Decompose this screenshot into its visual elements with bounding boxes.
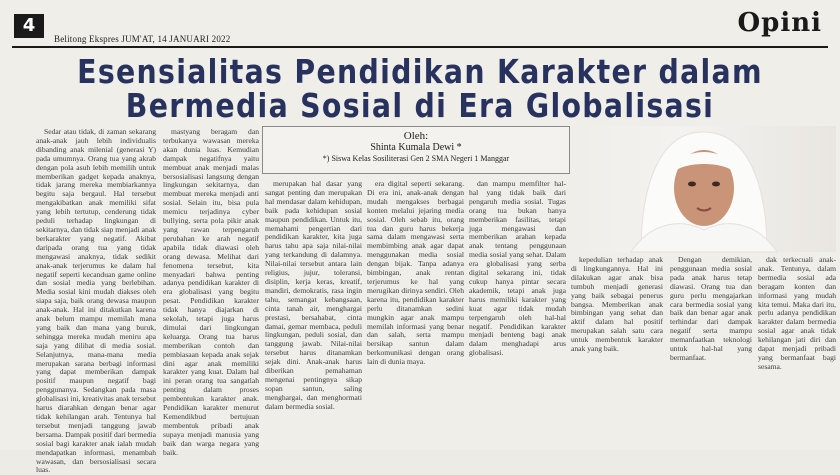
- byline-role: *) Siswa Kelas Sosiliterasi Gen 2 SMA Negeri 1 Manggar: [322, 154, 510, 163]
- author-portrait-icon: [571, 126, 836, 252]
- article-column-4: era digital seperti sekarang. Di era ini, anak-anak dengan mudah mengakses berbagai konten melalui jejaring media sosial. Oleh sebab itu, orang tua dan guru harus bekerja sama dalam mengawasi serta membimbing anak agar dapat menggunakan media sosial dengan bijak. Tanpa adanya bimbingan, anak rentan terjerumus ke hal yang merugikan dirinya sendiri. Oleh karena itu, pendidikan karakter perlu ditanamkan sedini mungkin agar anak mampu memilah informasi yang benar dan salah, serta mampu bersikap santun dalam berkomunikasi dengan orang lain di dunia maya.: [367, 179, 465, 367]
- byline-author: Shinta Kumala Dewi *: [370, 142, 462, 153]
- article-column-5: dan mampu memfilter hal-hal yang tidak baik dari pengaruh media sosial. Tugas orang tua bukan hanya memberikan fasilitas, tetapi juga mengawasi dan memberikan arahan kepada anak tentang penggunaan media sosial yang sehat. Dalam era globalisasi yang serba digital sekarang ini, tidak cukup hanya pintar secara akademik, tetapi anak juga harus memiliki karakter yang kuat agar tidak mudah terpengaruh oleh hal-hal negatif. Pendidikan karakter menjadi benteng bagi anak dalam menghadapi arus globalisasi.: [469, 179, 566, 358]
- article-column-6: kepedulian terhadap anak di lingkungannya. Hal ini dilakukan agar anak bisa tumbuh menjadi generasi yang baik sebagai penerus bangsa. Memberikan anak bimbingan yang sehat dan aktif dalam hal positif merupakan salah satu cara untuk membentuk karakter anak yang baik.: [571, 255, 663, 354]
- folio-line: Belitong Ekspres JUM'AT, 14 JANUARI 2022: [54, 34, 231, 44]
- article-column-3: merupakan hal dasar yang sangat penting dan merupakan hal mendasar dalam kehidupan, baik pada kehidupan sosial maupun pendidikan. Untuk itu, memahami pengertian dari pendidikan karakter, kita juga harus tahu apa saja nilai-nilai yang terkandung di dalamnya. Nilai-nilai tersebut antara lain religius, jujur, toleransi, disiplin, kerja keras, kreatif, mandiri, demokratis, rasa ingin tahu, semangat kebangsaan, cinta tanah air, menghargai prestasi, bersahabat, cinta damai, gemar membaca, peduli lingkungan, peduli sosial, dan tanggung jawab. Nilai-nilai tersebut harus ditanamkan sejak dini. Anak-anak harus diberikan pemahaman mengenai pentingnya sikap sopan santun, saling menghargai, dan menghormati dalam bermedia sosial.: [265, 179, 362, 411]
- section-rubric: Opini: [737, 8, 822, 38]
- headline-line-1: Esensialitas Pendidikan Karakter dalam: [77, 52, 763, 91]
- headline-line-2: Bermedia Sosial di Era Globalisasi: [125, 86, 715, 125]
- article-column-7: Dengan demikian, penggunaan media sosial pada anak harus tetap diawasi. Orang tua dan guru perlu mengajarkan cara bermedia sosial yang baik dan benar agar anak terhindar dari dampak negatif serta mampu memanfaatkan teknologi untuk hal-hal yang bermanfaat.: [670, 255, 752, 362]
- header-rule: [12, 46, 828, 48]
- author-photo: [571, 126, 836, 252]
- page-number-badge: 4: [14, 14, 44, 38]
- byline-oleh: Oleh:: [403, 130, 429, 142]
- article-column-1: Sedar atau tidak, di zaman sekarang anak-anak jauh lebih individualis dibanding anak milenial (generasi Y) pada umumnya. Orang tua yang akrab dengan pola asuh lebih memilih untuk memberikan gadget kepada anaknya, tidak jarang mereka membiarkannya begitu saja bergaul. Hal tersebut mengakibatkan anak memiliki sifat yang lebih tertutup, cenderung tidak peduli terhadap lingkungan di sekitarnya, dan tidak siap menjadi anak berkarakter yang negatif. Akibat daripada orang tua yang tidak mengawasi anaknya, tidak sedikit anak-anak terjerumus ke dalam hal negatif seperti kecanduan game online dan sosial media yang berlebihan. Media sosial kini mudah diakses oleh siapa saja, baik orang dewasa maupun anak-anak. Hal ini ditakutkan karena anak belum mampu memilah mana yang baik dan mana yang buruk, sehingga mereka mudah meniru apa saja yang dilihat di media sosial. Selanjutnya, mana-mana media merupakan sarana berbagi informasi yang dapat memberikan dampak positif maupun negatif bagi penggunanya. Sedangkan pada masa globalisasi ini, kreativitas anak tersebut harus diarahkan dengan benar agar tidak kehilangan arah. Tentunya hal tersebut menjadi tanggung jawab bersama. Dampak positif dari bermedia sosial bagi karakter anak ialah mudah mendapatkan informasi, menambah wawasan, dan bersosialisasi secara luas.: [36, 127, 156, 475]
- byline-box: [262, 126, 570, 174]
- article-column-2: mastyang beragam dan terbukanya wawasan mereka akan dunia luas. Kemudian dampak negatifnya yaitu membuat anak menjadi malas bersosialisasi langsung dengan lingkungan sekitarnya, dan membuat mereka menjadi anti sosial. Selain itu, bisa pula memicu terjadinya cyber bullying, serta pola pikir anak yang rawan terpengaruh perubahan ke arah negatif apabila tidak diawasi oleh orang dewasa. Melihat dari fenomena tersebut, kita menyadari bahwa penting adanya pendidikan karakter di era globalisasi yang begitu pesat. Pendidikan karakter tidak hanya diajarkan di sekolah, tetapi juga harus dimulai dari lingkungan keluarga. Orang tua harus memberikan contoh dan pembiasaan kepada anak sejak dini agar anak memiliki karakter yang kuat. Dalam hal ini peran orang tua sangatlah penting dalam proses pembentukan karakter anak. Pendidikan karakter menurut Kemendikbud bertujuan membentuk pribadi anak supaya menjadi manusia yang baik dan warga negara yang baik.: [163, 127, 259, 457]
- article-column-8: dak terkecuali anak-anak. Tentunya, dalam bermedia sosial ada beragam konten dan informasi yang mudah kita temui. Maka dari itu, perlu adanya pendidikan karakter dalam bermedia sosial agar anak tidak kehilangan jati diri dan dapat menjadi pribadi yang bermanfaat bagi sesama.: [758, 255, 836, 371]
